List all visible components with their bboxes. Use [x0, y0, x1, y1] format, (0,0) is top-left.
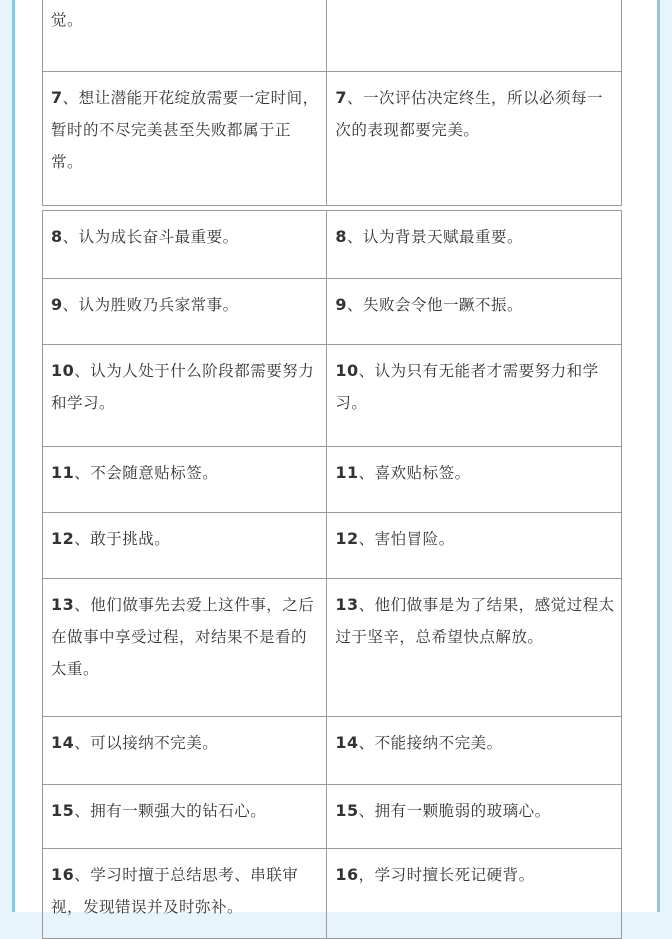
item-number: 12	[51, 529, 75, 548]
item-number: 16	[51, 865, 75, 884]
item-number: 9	[51, 295, 63, 314]
item-number: 15	[335, 801, 359, 820]
item-number: 8	[51, 227, 63, 246]
table-row	[43, 785, 622, 849]
table-row	[43, 211, 622, 279]
item-number: 10	[335, 361, 359, 380]
item-number: 7	[335, 88, 348, 107]
item-text: 、一次评估决定终生，所以必须每一次的表现都要完美。	[335, 89, 604, 139]
item-text: 、想让潜能开花绽放需要一定时间，暂时的不尽完美甚至失败都属于正常。	[51, 89, 319, 171]
item-number: 14	[335, 733, 359, 752]
left-cell	[43, 0, 327, 72]
table-row	[43, 849, 622, 939]
table-row	[43, 345, 622, 447]
right-cell	[327, 345, 622, 447]
right-cell	[327, 0, 622, 72]
left-cell	[43, 447, 327, 513]
item-number: 11	[335, 463, 359, 482]
item-number: 15	[51, 801, 75, 820]
item-text: 、他们做事是为了结果，感觉过程太过于坚辛，总希望快点解放。	[335, 596, 615, 646]
item-number: 14	[51, 733, 75, 752]
item-text: 、可以接纳不完美。	[74, 734, 219, 752]
item-number: 12	[335, 529, 359, 548]
left-cell	[43, 279, 327, 345]
item-text: 、拥有一颗脆弱的玻璃心。	[358, 802, 551, 820]
right-cell	[327, 579, 622, 717]
item-number: 9	[335, 295, 348, 314]
item-text: 、认为只有无能者才需要努力和学习。	[335, 362, 599, 412]
item-text: 、拥有一颗强大的钻石心。	[74, 802, 267, 820]
left-cell	[43, 579, 327, 717]
left-cell	[43, 513, 327, 579]
right-cell	[327, 72, 622, 206]
item-number: 8	[335, 227, 348, 246]
left-cell	[43, 345, 327, 447]
item-text: 、不能接纳不完美。	[358, 734, 503, 752]
item-number: 13	[335, 595, 359, 614]
table-row	[43, 279, 622, 345]
item-text: 觉。	[51, 11, 84, 29]
item-number: 13	[51, 595, 75, 614]
table-row	[43, 447, 622, 513]
left-cell	[43, 849, 327, 939]
table-row	[43, 579, 622, 717]
item-number: 7	[51, 88, 63, 107]
right-cell	[327, 279, 622, 345]
left-cell	[43, 72, 327, 206]
table-row	[43, 513, 622, 579]
item-number: 11	[51, 463, 75, 482]
left-cell	[43, 785, 327, 849]
right-cell	[327, 211, 622, 279]
item-text: 、认为背景天赋最重要。	[347, 228, 524, 246]
left-cell	[43, 717, 327, 785]
right-cell	[327, 513, 622, 579]
item-number: 10	[51, 361, 75, 380]
item-text: 、不会随意贴标签。	[74, 464, 219, 482]
right-cell	[327, 785, 622, 849]
comparison-table	[42, 0, 622, 939]
table-row	[43, 72, 622, 206]
item-text: 、敢于挑战。	[74, 530, 171, 548]
item-text: 、喜欢贴标签。	[358, 464, 471, 482]
item-number: 16	[335, 865, 359, 884]
right-cell	[327, 717, 622, 785]
table-row	[43, 717, 622, 785]
item-text: ，学习时擅长死记硬背。	[358, 866, 535, 884]
right-cell	[327, 447, 622, 513]
item-text: 、认为成长奋斗最重要。	[62, 228, 239, 246]
right-cell	[327, 849, 622, 939]
item-text: 、害怕冒险。	[358, 530, 455, 548]
left-cell	[43, 211, 327, 279]
table-row	[43, 0, 622, 72]
comparison-table-container	[42, 0, 622, 939]
item-text: 、认为胜败乃兵家常事。	[62, 296, 239, 314]
item-text: 、失败会令他一蹶不振。	[347, 296, 524, 314]
item-text: 、学习时擅于总结思考、串联审视，发现错误并及时弥补。	[51, 866, 299, 916]
item-text: 、认为人处于什么阶段都需要努力和学习。	[51, 362, 315, 412]
item-text: 、他们做事先去爱上这件事，之后在做事中享受过程，对结果不是看的太重。	[51, 596, 315, 678]
